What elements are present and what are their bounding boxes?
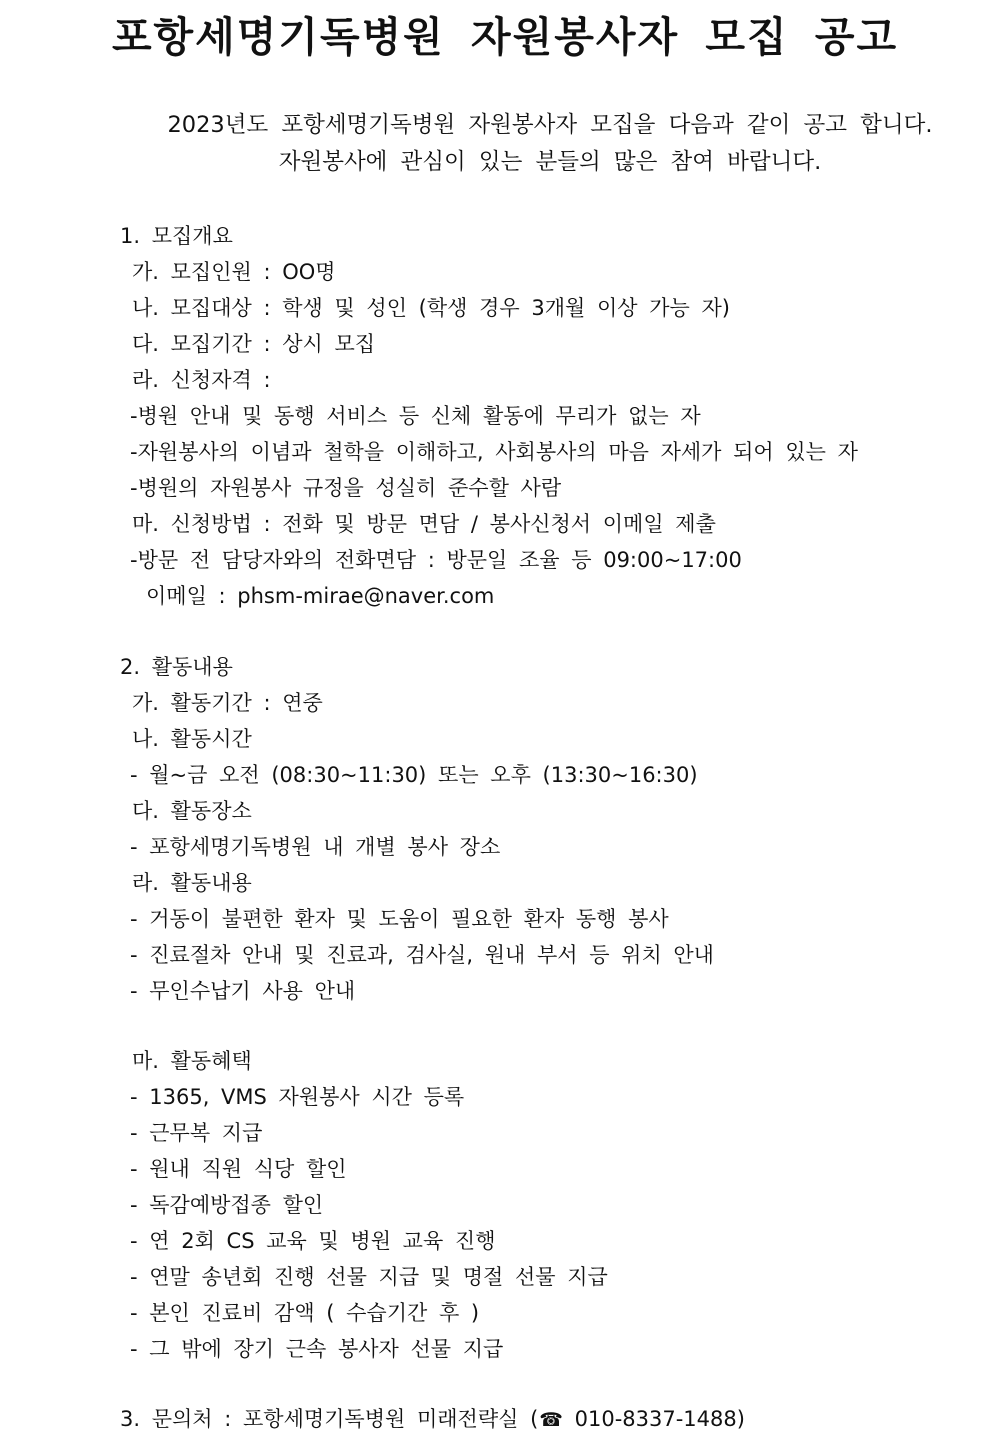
benefit-item: - 연말 송년회 진행 선물 지급 및 명절 선물 지급: [130, 1265, 608, 1289]
activity-time-heading: 나. 활동시간: [132, 727, 252, 751]
page-title: 포항세명기독병원 자원봉사자 모집 공고: [111, 13, 899, 61]
benefit-item: - 본인 진료비 감액 ( 수습기간 후 ): [130, 1301, 480, 1325]
activity-period: 가. 활동기간 : 연중: [132, 691, 323, 715]
contact-line: [120, 1407, 745, 1432]
telephone-icon: ☎: [539, 1409, 563, 1431]
contact-label: 3. 문의처 : 포항세명기독병원 미래전략실 (: [120, 1407, 539, 1431]
qualification-item: -병원 안내 및 동행 서비스 등 신체 활동에 무리가 없는 자: [130, 404, 701, 428]
apply-method: 마. 신청방법 : 전화 및 방문 면담 / 봉사신청서 이메일 제출: [132, 512, 716, 536]
activity-benefit-heading: 마. 활동혜택: [132, 1049, 252, 1073]
activity-time-detail: - 월~금 오전 (08:30~11:30) 또는 오후 (13:30~16:30): [130, 763, 698, 787]
activity-content-item: - 거동이 불편한 환자 및 도움이 필요한 환자 동행 봉사: [130, 907, 669, 931]
qualification-item: -자원봉사의 이념과 철학을 이해하고, 사회봉사의 마음 자세가 되어 있는 자: [130, 440, 858, 464]
activity-place-heading: 다. 활동장소: [132, 799, 252, 823]
contact-email: 이메일 : phsm-mirae@naver.com: [146, 584, 495, 608]
benefit-item: - 그 밖에 장기 근속 봉사자 선물 지급: [130, 1337, 504, 1361]
activity-content-item: - 무인수납기 사용 안내: [130, 979, 356, 1003]
section-2-heading: 2. 활동내용: [120, 655, 233, 679]
apply-method-detail: -방문 전 담당자와의 전화면담 : 방문일 조율 등 09:00~17:00: [130, 548, 742, 572]
intro-line-1: 2023년도 포항세명기독병원 자원봉사자 모집을 다음과 같이 공고 합니다.: [167, 112, 933, 138]
benefit-item: - 1365, VMS 자원봉사 시간 등록: [130, 1085, 465, 1109]
recruit-count: 가. 모집인원 : OO명: [132, 260, 336, 284]
activity-content-item: - 진료절차 안내 및 진료과, 검사실, 원내 부서 등 위치 안내: [130, 943, 714, 967]
qualification-heading: 라. 신청자격 :: [132, 368, 271, 392]
benefit-item: - 근무복 지급: [130, 1121, 263, 1145]
benefit-item: - 독감예방접종 할인: [130, 1193, 324, 1217]
section-1-heading: 1. 모집개요: [120, 224, 233, 248]
activity-content-heading: 라. 활동내용: [132, 871, 252, 895]
benefit-item: - 원내 직원 식당 할인: [130, 1157, 347, 1181]
recruit-target: 나. 모집대상 : 학생 및 성인 (학생 경우 3개월 이상 가능 자): [132, 296, 730, 320]
recruit-period: 다. 모집기간 : 상시 모집: [132, 332, 376, 356]
intro-line-2: 자원봉사에 관심이 있는 분들의 많은 참여 바랍니다.: [278, 149, 822, 175]
contact-phone: 010-8337-1488): [562, 1407, 745, 1431]
activity-place-detail: - 포항세명기독병원 내 개별 봉사 장소: [130, 835, 501, 859]
benefit-item: - 연 2회 CS 교육 및 병원 교육 진행: [130, 1229, 496, 1253]
qualification-item: -병원의 자원봉사 규정을 성실히 준수할 사람: [130, 476, 562, 500]
